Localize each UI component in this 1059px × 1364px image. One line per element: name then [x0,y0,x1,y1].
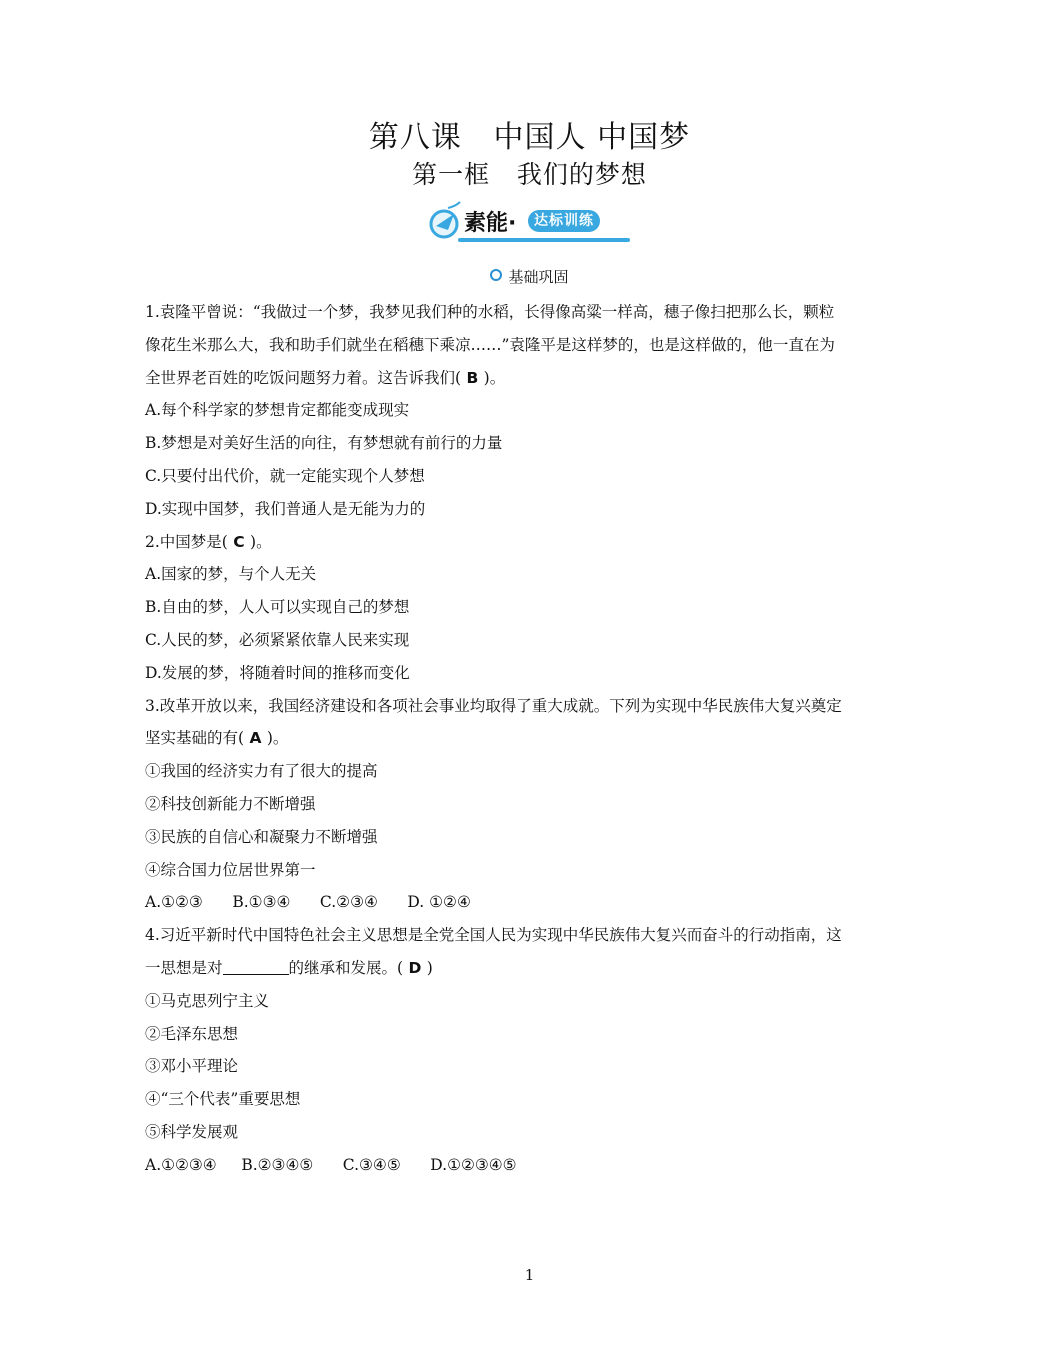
q4-item: ③邓小平理论 [145,1057,239,1076]
q1-answer: B [461,368,484,387]
section-heading [0,266,1059,287]
q3-stem-text: 坚实基础的有( [145,729,245,748]
q4-item: ⑤科学发展观 [145,1122,239,1141]
q2-option-d: D.发展的梦，将随着时间的推移而变化 [145,663,410,682]
q1-option-a: A.每个科学家的梦想肯定都能变成现实 [145,401,410,420]
q1-stem-line: 像花生米那么大，我和助手们就坐在稻穗下乘凉……”袁隆平是这样梦的，也是这样做的，他一直在为 [145,335,835,354]
q4-blank [223,956,289,975]
q2-stem-line [145,526,905,559]
q2-option-b: B.自由的梦，人人可以实现自己的梦想 [145,598,410,617]
q3-stem-line: 3.改革开放以来，我国经济建设和各项社会事业均取得了重大成就。下列为实现中华民族伟大复兴奠定 [145,696,842,715]
q3-item: ④综合国力位居世界第一 [145,860,316,879]
q1-option-d: D.实现中国梦，我们普通人是无能为力的 [145,499,426,518]
q3-stem-end: )。 [266,729,289,748]
q1-stem-line: 1.袁隆平曾说：“我做过一个梦，我梦见我们种的水稻，长得像高粱一样高，穗子像扫把那么长，颗粒 [145,303,835,321]
banner-underline [458,238,630,242]
q3-item: ①我国的经济实力有了很大的提高 [145,762,378,781]
q4-item: ②毛泽东思想 [145,1024,239,1043]
q4-answer: D [403,958,427,977]
q4-choices: A.①②③④ B.②③④⑤ C.③④⑤ D.①②③④⑤ [145,1155,517,1174]
q3-answer: A [244,729,267,748]
q4-stem-text: 一思想是对 [145,958,223,977]
circle-bullet-icon [490,269,502,281]
q4-stem-end: ) [426,958,433,977]
q3-choices: A.①②③ B.①③④ C.②③④ D. ①②④ [145,893,471,912]
banner-sub-text: 达标训练 [528,210,600,232]
q1-option-b: B.梦想是对美好生活的向往，有梦想就有前行的力量 [145,434,503,453]
q2-option-c: C.人民的梦，必须紧紧依靠人民来实现 [145,630,410,649]
q3-item: ②科技创新能力不断增强 [145,794,316,813]
q1-stem-text: 全世界老百姓的吃饭问题努力着。这告诉我们( [145,368,462,387]
q4-stem-text-end: 的继承和发展。( [288,958,404,977]
q4-item: ④“三个代表”重要思想 [145,1090,301,1109]
lesson-subtitle: 第一框 我们的梦想 [412,160,647,189]
training-banner [428,200,634,246]
q2-answer: C [227,532,251,551]
question-list [145,296,905,1182]
q4-item: ①马克思列宁主义 [145,991,270,1010]
q3-item: ③民族的自信心和凝聚力不断增强 [145,827,378,846]
q2-stem-end: )。 [250,532,272,551]
banner-main-text: 素能· [464,211,517,236]
q4-stem-line [145,952,905,985]
section-label: 基础巩固 [508,268,569,286]
page-number: 1 [524,1266,535,1284]
q2-option-a: A.国家的梦，与个人无关 [145,565,317,584]
q3-stem-line [145,722,905,755]
q2-stem-text: 2.中国梦是( [145,532,228,551]
lesson-title: 第八课 中国人 中国梦 [368,120,691,155]
globe-plane-icon [428,200,464,242]
q1-option-c: C.只要付出代价，就一定能实现个人梦想 [145,466,425,485]
q4-stem-line: 4.习近平新时代中国特色社会主义思想是全党全国人民为实现中华民族伟大复兴而奋斗的行动指南，这 [145,926,842,945]
q1-stem-line [145,362,905,395]
q1-stem-end: )。 [483,368,506,387]
